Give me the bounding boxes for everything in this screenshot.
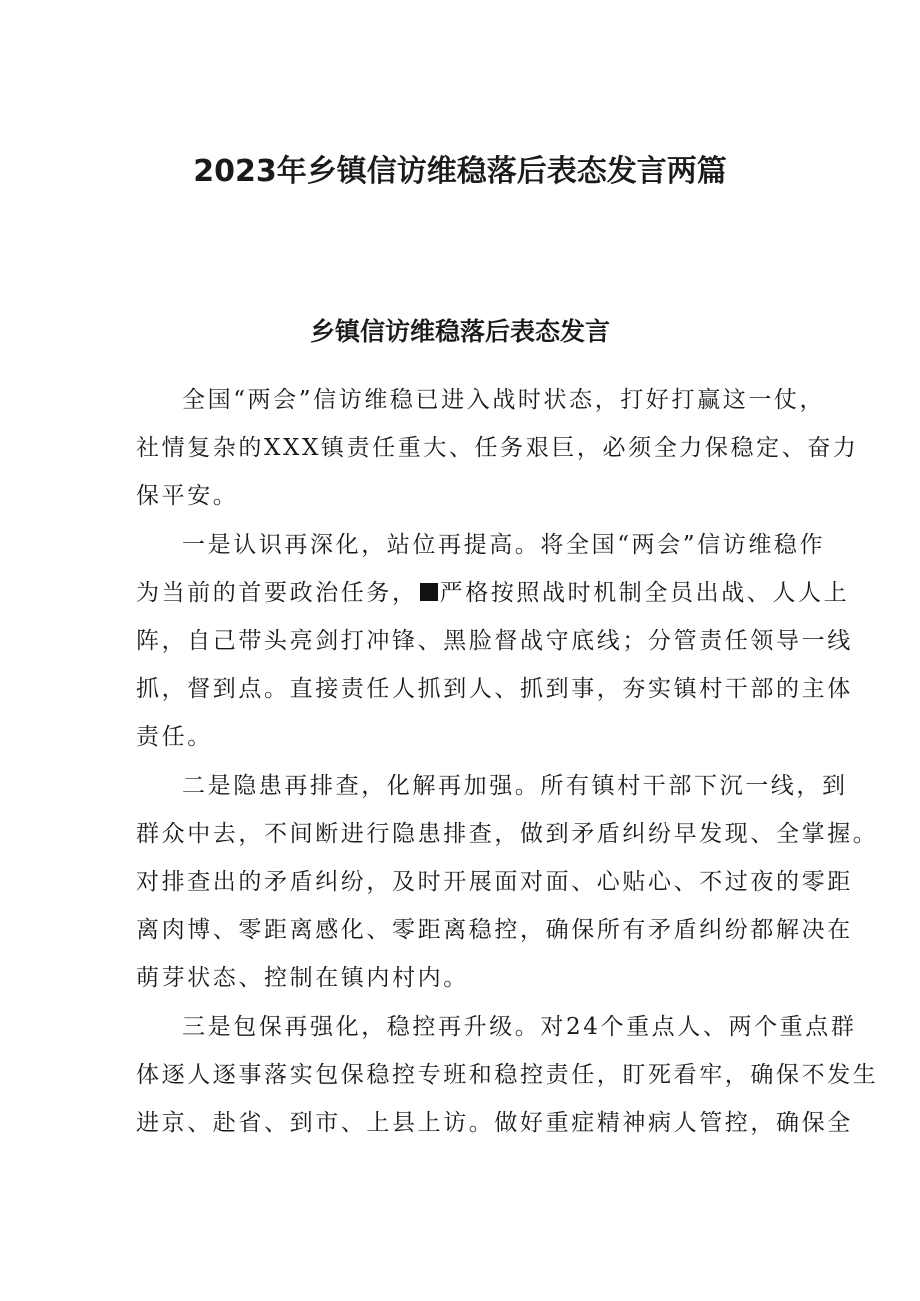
paragraph-line: 群众中去，不间断进行隐患排查，做到矛盾纠纷早发现、全掌握。 (136, 820, 879, 847)
paragraph-line: 抓，督到点。直接责任人抓到人、抓到事，夯实镇村干部的主体 (136, 676, 853, 703)
paragraph-line: 全国“两会”信访维稳已进入战时状态，打好打赢这一仗， (182, 387, 826, 413)
paragraph-2 (136, 521, 853, 762)
paragraph-line: 一是认识再深化，站位再提高。将全国“两会”信访维稳作 (182, 531, 826, 558)
paragraph-line-with-box (136, 569, 850, 617)
paragraph-line: 责任。 (136, 724, 213, 751)
paragraph-line-segment: 为当前的首要政治任务， (136, 579, 418, 606)
paragraph-line: 保平安。 (136, 483, 239, 510)
paragraph-line: 二是隐患再排查，化解再加强。所有镇村干部下沉一线，到 (182, 772, 848, 799)
paragraph-line: 三是包保再强化，稳控再升级。对24个重点人、两个重点群 (182, 1013, 857, 1040)
paragraph-line: 进京、赴省、到市、上县上访。做好重症精神病人管控，确保全 (136, 1110, 853, 1137)
section-title: 乡镇信访维稳落后表态发言 (309, 317, 610, 346)
paragraph-1 (136, 376, 859, 521)
document-body (136, 376, 879, 1147)
paragraph-line: 对排查出的矛盾纠纷，及时开展面对面、心贴心、不过夜的零距 (136, 869, 853, 896)
paragraph-line: 社情复杂的XXX镇责任重大、任务艰巨，必须全力保稳定、奋力 (136, 435, 859, 462)
document-title: 2023年乡镇信访维稳落后表态发言两篇 (193, 154, 727, 189)
paragraph-line: 萌芽状态、控制在镇内村内。 (136, 965, 469, 992)
paragraph-4 (136, 1003, 879, 1148)
paragraph-3 (136, 762, 879, 1003)
paragraph-line: 阵，自己带头亮剑打冲锋、黑脸督战守底线；分管责任领导一线 (136, 628, 853, 655)
paragraph-line-segment: 严格按照战时机制全员出战、人人上 (439, 579, 850, 606)
paragraph-line: 体逐人逐事落实包保稳控专班和稳控责任，盯死看牢，确保不发生 (136, 1061, 879, 1088)
black-square-icon (420, 583, 438, 601)
paragraph-line: 离肉博、零距离感化、零距离稳控，确保所有矛盾纠纷都解决在 (136, 917, 853, 944)
